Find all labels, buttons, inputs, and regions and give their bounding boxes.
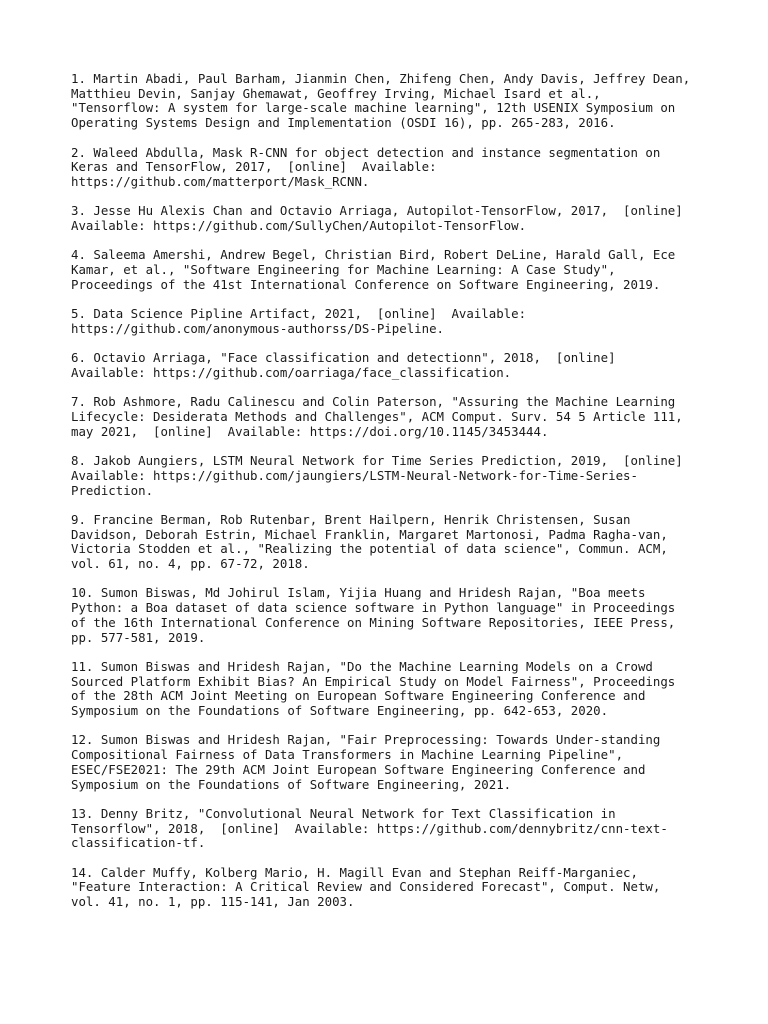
reference-line: Victoria Stodden et al., "Realizing the potential of data science", Commun. ACM, [71,541,668,557]
reference-line: Compositional Fairness of Data Transformers in Machine Learning Pipeline", [71,747,624,763]
reference-line: 12. Sumon Biswas and Hridesh Rajan, "Fair Preprocessing: Towards Under-standing [71,732,661,748]
reference-item [71,866,751,910]
reference-line: Proceedings of the 41st International Conference on Software Engineering, 2019. [71,276,661,292]
reference-line: Operating Systems Design and Implementation (OSDI 16), pp. 265-283, 2016. [71,115,616,131]
reference-line: 13. Denny Britz, "Convolutional Neural Network for Text Classification in [71,805,616,821]
reference-line: Prediction. [71,482,154,498]
reference-line: of the 16th International Conference on Mining Software Repositories, IEEE Press, [71,614,676,630]
reference-link[interactable]: https://github.com/matterport/Mask_RCNN. [71,173,370,189]
reference-line: 1. Martin Abadi, Paul Barham, Jianmin Chen, Zhifeng Chen, Andy Davis, Jeffrey Dean, [71,71,691,86]
reference-line: 2. Waleed Abdulla, Mask R-CNN for object detection and instance segmentation on [71,144,661,160]
reference-item [71,454,751,498]
reference-line: Davidson, Deborah Estrin, Michael Franklin, Margaret Martonosi, Padma Ragha-van, [71,526,668,542]
reference-item [71,660,751,719]
reference-line: "Feature Interaction: A Critical Review and Considered Forecast", Comput. Netw, [71,879,661,895]
reference-item [71,586,751,645]
reference-link[interactable]: Available: https://github.com/SullyChen/Autopilot-TensorFlow. [71,218,527,233]
reference-line: 7. Rob Ashmore, Radu Calinescu and Colin Paterson, "Assuring the Machine Learning [71,394,676,410]
reference-line: 8. Jakob Aungiers, LSTM Neural Network for Time Series Prediction, 2019, [online] [71,453,683,469]
references-page [71,72,751,925]
reference-line: 10. Sumon Biswas, Md Johirul Islam, Yijia Huang and Hridesh Rajan, "Boa meets [71,585,646,601]
reference-line: 6. Octavio Arriaga, "Face classification and detectionn", 2018, [online] [71,350,616,366]
reference-line: Matthieu Devin, Sanjay Ghemawat, Geoffrey Irving, Michael Isard et al., [71,85,601,101]
reference-item [71,513,751,572]
reference-line: 9. Francine Berman, Rob Rutenbar, Brent Hailpern, Henrik Christensen, Susan [71,511,631,527]
reference-item [71,395,751,439]
reference-link[interactable]: Available: https://github.com/oarriaga/face_classification. [71,364,512,380]
reference-line: ESEC/FSE2021: The 29th ACM Joint European Software Engineering Conference and [71,761,646,777]
reference-line: 5. Data Science Pipline Artifact, 2021, [online] Available: [71,306,527,322]
reference-line: Symposium on the Foundations of Software Engineering, 2021. [71,776,512,792]
reference-item [71,733,751,792]
reference-item [71,146,751,190]
reference-line: 14. Calder Muffy, Kolberg Mario, H. Magill Evan and Stephan Reiff-Marganiec, [71,864,638,880]
reference-link[interactable]: Available: https://github.com/jaungiers/LSTM-Neural-Network-for-Time-Series- [71,467,638,483]
reference-line: Keras and TensorFlow, 2017, [online] Available: [71,159,437,175]
reference-item [71,72,751,131]
reference-item [71,307,751,336]
reference-line: 3. Jesse Hu Alexis Chan and Octavio Arriaga, Autopilot-TensorFlow, 2017, [online] [71,203,683,219]
reference-item [71,248,751,292]
reference-line: of the 28th ACM Joint Meeting on European Software Engineering Conference and [71,688,646,704]
reference-item [71,351,751,380]
reference-line: Sourced Platform Exhibit Bias? An Empirical Study on Model Fairness", Proceedings [71,673,676,689]
reference-link[interactable]: https://github.com/anonymous-authorss/DS-Pipeline. [71,320,444,336]
reference-line: 4. Saleema Amershi, Andrew Begel, Christian Bird, Robert DeLine, Harald Gall, Ece [71,247,676,263]
reference-item [71,807,751,851]
reference-line: classification-tf. [71,835,206,851]
reference-line: Kamar, et al., "Software Engineering for Machine Learning: A Case Study", [71,262,616,278]
reference-line: Python: a Boa dataset of data science software in Python language" in Proceedings [71,600,676,616]
reference-line: vol. 61, no. 4, pp. 67-72, 2018. [71,556,310,572]
reference-line: Symposium on the Foundations of Software Engineering, pp. 642-653, 2020. [71,703,609,719]
reference-line: 11. Sumon Biswas and Hridesh Rajan, "Do the Machine Learning Models on a Crowd [71,658,653,674]
reference-line: Lifecycle: Desiderata Methods and Challenges", ACM Comput. Surv. 54 5 Article 111, [71,409,683,425]
reference-item [71,204,751,233]
reference-line: "Tensorflow: A system for large-scale machine learning", 12th USENIX Symposium on [71,100,676,116]
reference-line: pp. 577-581, 2019. [71,629,206,645]
reference-link[interactable]: Tensorflow", 2018, [online] Available: https://github.com/dennybritz/cnn-text- [71,820,668,836]
reference-line: vol. 41, no. 1, pp. 115-141, Jan 2003. [71,894,355,910]
reference-link[interactable]: may 2021, [online] Available: https://doi.org/10.1145/3453444. [71,423,549,439]
